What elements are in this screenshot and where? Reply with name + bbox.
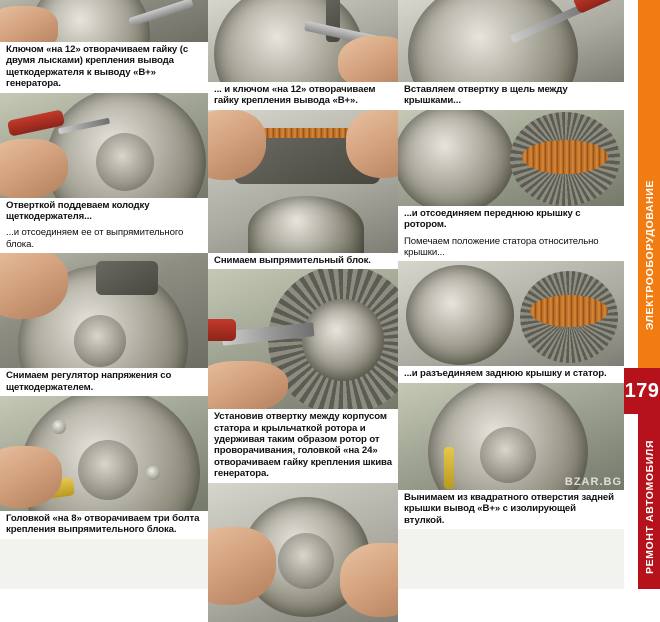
step-4	[0, 93, 208, 254]
caption-step-2: ... и ключом «на 12» отворачиваем гайку крепления вывода «В+».	[208, 82, 398, 110]
photo-voltage-regulator-removal	[0, 253, 208, 368]
photo-rectifier-block-removal-hands	[208, 110, 398, 253]
rotor-hub	[96, 133, 154, 191]
pulley-hub	[278, 533, 334, 589]
caption-step-8: Установив отвертку между корпусом статора и крыльчаткой ротора и удерживая таким образом ротор от проворачивания, головкой «на 24» отворачиваем гайку крепления шкива генератора.	[208, 409, 398, 482]
photo-b-plus-terminal-nut-wrench-12	[208, 0, 398, 82]
step-3	[398, 0, 624, 110]
photo-alternator-terminal-nut-wrench	[0, 0, 208, 42]
alternator-rear-cover	[248, 196, 364, 253]
step-8	[208, 269, 398, 482]
caption-step-6: ...и отсоединяем переднюю крышку с ротором.	[398, 206, 624, 234]
rear-cover	[406, 265, 514, 365]
caption-step-7: Снимаем регулятор напряжения со щеткодержателем.	[0, 368, 208, 396]
photo-rectifier-bolts-socket-8	[0, 396, 208, 511]
column-middle	[208, 0, 398, 622]
sidebar-label-electrical: ЭЛЕКТРООБОРУДОВАНИЕ	[644, 180, 656, 331]
photo-rear-cover-and-stator-separated	[398, 261, 624, 366]
caption-step-12: Вынимаем из квадратного отверстия задней крышки вывод «В+» с изолирующей втулкой.	[398, 490, 624, 529]
cover-hub	[480, 427, 536, 483]
sidebar	[624, 0, 660, 589]
page-number: 179	[624, 368, 660, 414]
hand	[338, 36, 398, 82]
photo-front-cover-with-rotor-separated	[398, 110, 624, 206]
column-right	[398, 0, 624, 622]
hand	[0, 6, 58, 42]
photo-pulley-nut-socket-24-screwdriver-lock	[208, 269, 398, 409]
bolt	[146, 466, 160, 480]
step-7	[0, 253, 208, 396]
hand	[208, 361, 288, 409]
step-1	[0, 0, 208, 93]
watermark: BZAR.BG	[564, 475, 622, 488]
caption-step-10: Головкой «на 8» отворачиваем три болта крепления выпрямительного блока.	[0, 511, 208, 539]
rotor-hub	[74, 315, 126, 367]
caption-step-1: Ключом «на 12» отворачиваем гайку (с двумя лысками) крепления вывода щеткодержателя к выводу «В+» генератора.	[0, 42, 208, 93]
photo-screwdriver-into-cover-gap	[398, 0, 624, 82]
caption-step-6b: Помечаем положение статора относительно крышки...	[398, 234, 624, 262]
step-10	[0, 396, 208, 539]
step-6	[398, 110, 624, 262]
front-cover-with-rotor	[398, 110, 514, 206]
sidebar-label-repair: РЕМОНТ АВТОМОБИЛЯ	[644, 440, 656, 575]
screwdriver-handle	[208, 319, 236, 341]
bolt	[52, 420, 66, 434]
hand-right	[340, 543, 398, 617]
step-12	[398, 383, 624, 529]
step-9	[398, 261, 624, 382]
caption-step-4: Отверткой поддеваем колодку щеткодержателя...	[0, 198, 208, 226]
rotor-hub	[78, 440, 138, 500]
rotor-fan	[302, 299, 384, 381]
photo-rear-cover-square-hole-terminal	[398, 383, 624, 490]
column-left	[0, 0, 208, 622]
photo-brush-holder-block-prying-screwdriver	[0, 93, 208, 198]
caption-step-5: Снимаем выпрямительный блок.	[208, 253, 398, 269]
stator-windings	[522, 140, 608, 174]
screwdriver-handle	[572, 0, 620, 14]
step-5	[208, 110, 398, 269]
caption-step-4b: ...и отсоединяем ее от выпрямительного блока.	[0, 225, 208, 253]
caption-step-3: Вставляем отвертку в щель между крышками...	[398, 82, 624, 110]
step-2	[208, 0, 398, 110]
alternator-body	[408, 0, 578, 82]
terminal-insulating-bush	[444, 447, 454, 489]
step-11	[208, 483, 398, 622]
photo-pulley-removal-hands	[208, 483, 398, 622]
caption-step-9: ...и разъединяем заднюю крышку и статор.	[398, 366, 624, 382]
voltage-regulator	[96, 261, 158, 295]
